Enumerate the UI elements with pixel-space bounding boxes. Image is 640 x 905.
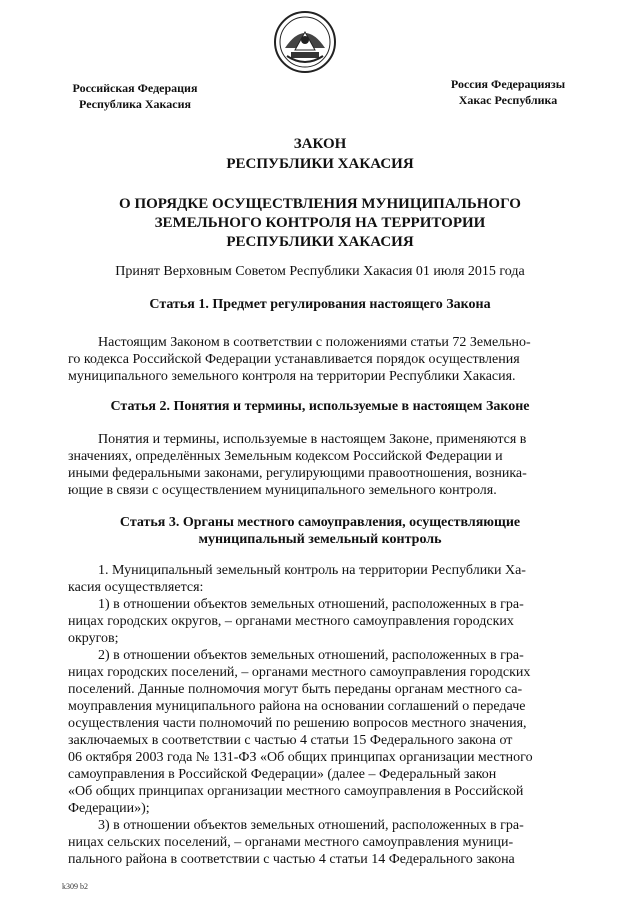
text-line: ницах сельских поселений, – органами местного самоуправления муници- <box>68 835 514 850</box>
text-line: моуправления муниципального района на основании соглашений о передаче <box>68 699 526 714</box>
text-line: 06 октября 2003 года № 131-ФЗ «Об общих принципах организации местного <box>68 750 533 765</box>
text-line: самоуправления в Российской Федерации» (далее – Федеральный закон <box>68 767 497 782</box>
text-line: Федерации»); <box>68 801 150 816</box>
text-line: Понятия и термины, используемые в настоящем Законе, применяются в <box>98 432 527 447</box>
text-line: ющие в связи с осуществлением муниципального земельного контроля. <box>68 483 497 498</box>
article-3-heading <box>40 514 600 548</box>
header-left-block <box>50 80 220 112</box>
law-title <box>40 195 600 252</box>
text-line: округов; <box>68 631 119 646</box>
header-right-line1: Россия Федерациязы <box>450 77 566 91</box>
text-line: иными федеральными законами, регулирующими правоотношения, возника- <box>68 466 527 481</box>
text-line: касия осуществляется: <box>68 580 204 595</box>
text-line: 3) в отношении объектов земельных отношений, расположенных в гра- <box>98 818 524 833</box>
text-line: 2) в отношении объектов земельных отношений, расположенных в гра- <box>98 648 524 663</box>
adoption-line: Принят Верховным Советом Республики Хакасия 01 июля 2015 года <box>115 264 525 279</box>
law-title-line3: РЕСПУБЛИКИ ХАКАСИЯ <box>226 234 414 250</box>
coat-of-arms-emblem <box>273 10 337 74</box>
text-line: поселений. Данные полномочия могут быть переданы органам местного са- <box>68 682 523 697</box>
law-heading <box>40 134 600 174</box>
text-line: осуществления части полномочий по решению вопросов местного значения, <box>68 716 527 731</box>
text-line: «Об общих принципах организации местного самоуправления в Российской <box>68 784 524 799</box>
law-heading-republic: РЕСПУБЛИКИ ХАКАСИЯ <box>226 156 414 172</box>
article-3-text <box>68 562 614 868</box>
text-line: значениях, определённых Земельным кодексом Российской Федерации и <box>68 449 503 464</box>
header-right-block <box>418 76 598 108</box>
text-line: го кодекса Российской Федерации устанавливается порядок осуществления <box>68 352 520 367</box>
header-right-line2: Хакас Республика <box>458 93 558 107</box>
article-2-heading: Статья 2. Понятия и термины, используемые в настоящем Законе <box>110 399 530 414</box>
text-line: 1) в отношении объектов земельных отношений, расположенных в гра- <box>98 597 524 612</box>
text-line: заключаемых в соответствии с частью 4 статьи 15 Федерального закона от <box>68 733 513 748</box>
text-line: 1. Муниципальный земельный контроль на территории Республики Ха- <box>98 563 526 578</box>
article-1-heading: Статья 1. Предмет регулирования настоящего Закона <box>149 297 491 312</box>
article-2-text <box>68 431 614 499</box>
text-line: муниципального земельного контроля на территории Республики Хакасия. <box>68 369 516 384</box>
header-left-line1: Российская Федерация <box>72 81 198 95</box>
article-3-heading-line2: муниципальный земельный контроль <box>198 532 442 547</box>
law-heading-zakon: ЗАКОН <box>293 136 347 152</box>
footer-code: k309 b2 <box>62 882 88 891</box>
text-line: пального района в соответствии с частью 4 статьи 14 Федерального закона <box>68 852 515 867</box>
header-left-line2: Республика Хакасия <box>79 97 191 111</box>
text-line: ницах городских поселений, – органами местного самоуправления городских <box>68 665 531 680</box>
article-1-text <box>68 334 614 385</box>
text-line: Настоящим Законом в соответствии с положениями статьи 72 Земельно- <box>98 335 531 350</box>
article-3-heading-line1: Статья 3. Органы местного самоуправления, осуществляющие <box>119 515 521 530</box>
law-title-line1: О ПОРЯДКЕ ОСУЩЕСТВЛЕНИЯ МУНИЦИПАЛЬНОГО <box>119 196 521 212</box>
law-title-line2: ЗЕМЕЛЬНОГО КОНТРОЛЯ НА ТЕРРИТОРИИ <box>154 215 486 231</box>
text-line: ницах городских округов, – органами местного самоуправления городских <box>68 614 514 629</box>
